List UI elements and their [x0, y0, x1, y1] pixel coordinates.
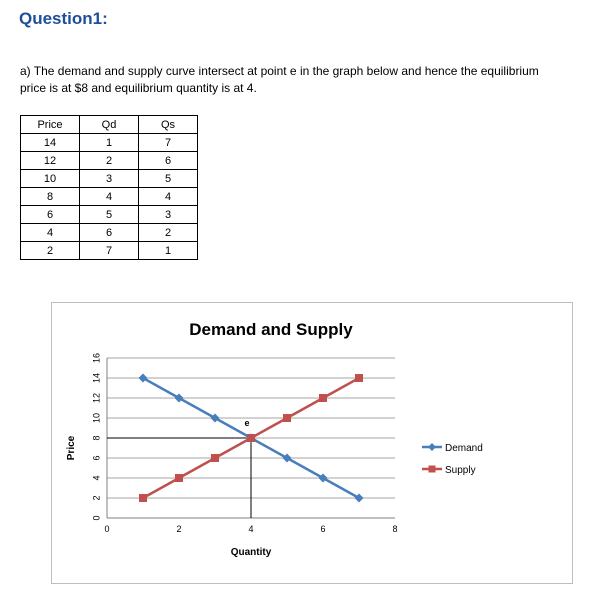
- cell-qd: 5: [80, 206, 139, 224]
- y-tick-label: 16: [91, 352, 102, 364]
- cell-price: 6: [21, 206, 80, 224]
- x-tick-label: 8: [392, 524, 398, 534]
- y-tick-label: 12: [91, 392, 102, 404]
- cell-qs: 1: [139, 242, 198, 260]
- table-row: [21, 224, 198, 242]
- cell-qd: 7: [80, 242, 139, 260]
- legend-label-demand: Demand: [445, 443, 483, 454]
- x-tick-label: 0: [104, 524, 110, 534]
- cell-qd: 2: [80, 152, 139, 170]
- data-point-supply: [175, 474, 183, 482]
- chart-svg: [52, 303, 572, 583]
- y-tick-label: 6: [91, 455, 102, 461]
- y-tick-label: 14: [91, 372, 102, 384]
- header-qs: Qs: [139, 116, 198, 134]
- header-qd: Qd: [80, 116, 139, 134]
- cell-qs: 4: [139, 188, 198, 206]
- y-axis-title: Price: [66, 435, 77, 461]
- y-tick-label: 2: [91, 495, 102, 501]
- cell-qs: 7: [139, 134, 198, 152]
- chart-title: Demand and Supply: [189, 320, 353, 339]
- y-tick-label: 10: [91, 412, 102, 424]
- y-tick-label: 0: [91, 515, 102, 521]
- table-row: [21, 152, 198, 170]
- question-paragraph: [20, 63, 580, 97]
- cell-price: 12: [21, 152, 80, 170]
- cell-qd: 4: [80, 188, 139, 206]
- x-tick-label: 6: [320, 524, 326, 534]
- data-point-supply: [247, 434, 255, 442]
- y-tick-label: 8: [91, 435, 102, 441]
- table-row: [21, 206, 198, 224]
- cell-price: 8: [21, 188, 80, 206]
- table-row: [21, 188, 198, 206]
- cell-qd: 1: [80, 134, 139, 152]
- table-row: [21, 242, 198, 260]
- table-row: [21, 170, 198, 188]
- cell-qs: 2: [139, 224, 198, 242]
- legend-marker-demand: [428, 443, 436, 451]
- data-point-supply: [283, 414, 291, 422]
- x-axis-title: Quantity: [230, 547, 272, 558]
- cell-qs: 6: [139, 152, 198, 170]
- legend-label-supply: Supply: [445, 465, 476, 476]
- cell-price: 2: [21, 242, 80, 260]
- header-price: Price: [21, 116, 80, 134]
- data-point-supply: [211, 454, 219, 462]
- price-quantity-table: [20, 115, 198, 260]
- cell-qd: 6: [80, 224, 139, 242]
- cell-qs: 5: [139, 170, 198, 188]
- paragraph-line-1: a) The demand and supply curve intersect at point e in the graph below and hence the equilibrium: [20, 64, 539, 78]
- question-heading: Question1:: [19, 9, 108, 28]
- data-point-supply: [319, 394, 327, 402]
- legend-marker-supply: [429, 466, 436, 473]
- cell-qs: 3: [139, 206, 198, 224]
- table-header-row: [21, 116, 198, 134]
- cell-price: 14: [21, 134, 80, 152]
- demand-supply-chart: [51, 302, 573, 584]
- table-row: [21, 134, 198, 152]
- y-tick-label: 4: [91, 475, 102, 481]
- x-tick-label: 4: [248, 524, 254, 534]
- cell-price: 10: [21, 170, 80, 188]
- data-point-supply: [139, 494, 147, 502]
- cell-price: 4: [21, 224, 80, 242]
- data-point-supply: [355, 374, 363, 382]
- annotation-label: e: [244, 418, 250, 428]
- x-tick-label: 2: [176, 524, 182, 534]
- cell-qd: 3: [80, 170, 139, 188]
- paragraph-line-2: price is at $8 and equilibrium quantity is at 4.: [20, 81, 257, 95]
